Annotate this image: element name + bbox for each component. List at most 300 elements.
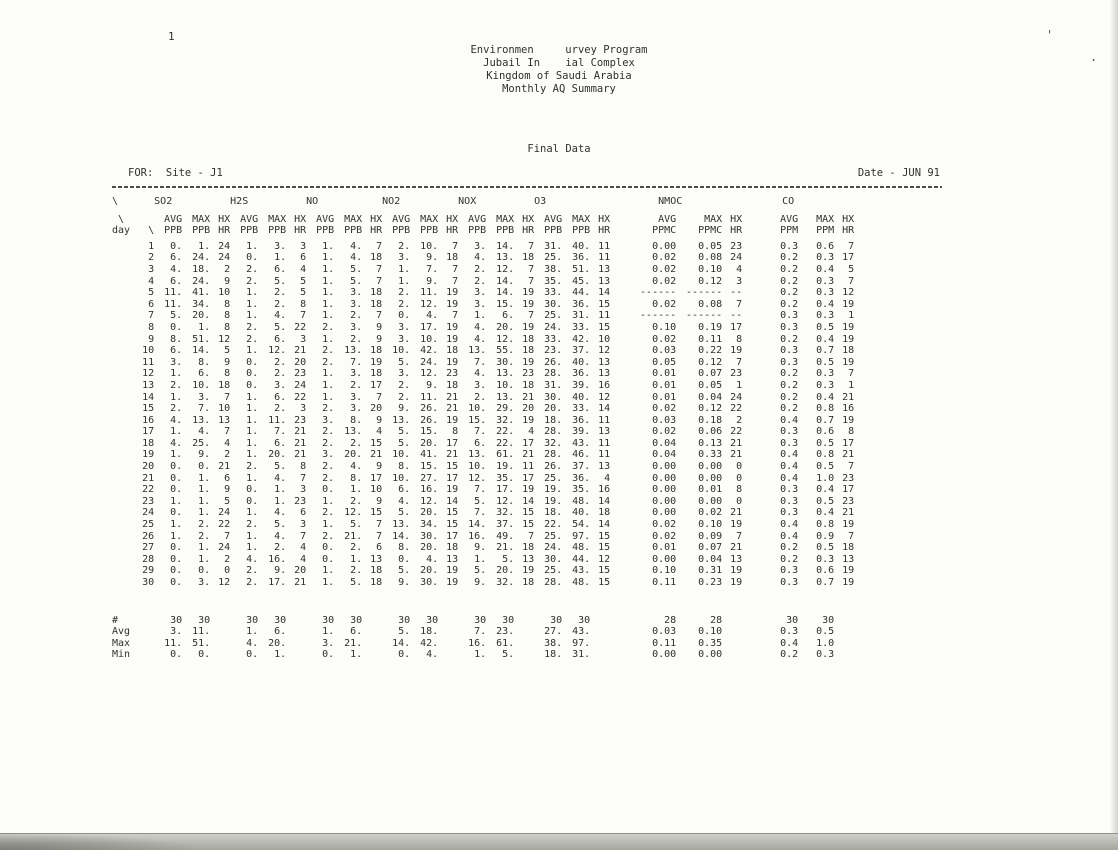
value-cell: 49.	[496, 530, 515, 542]
value-cell: 12.	[344, 507, 363, 519]
summary-value-cell: 5.	[502, 649, 515, 661]
value-cell: ------	[686, 310, 723, 322]
value-cell: 32.	[496, 414, 515, 426]
table-row	[112, 310, 854, 322]
value-cell: 12	[218, 333, 231, 345]
value-cell: 5.	[398, 565, 411, 577]
value-cell: 15.	[496, 298, 515, 310]
table-row	[112, 496, 854, 508]
table-row	[112, 334, 854, 346]
group-name-h2s: H2S	[230, 196, 249, 207]
table-row	[112, 554, 854, 566]
value-cell: 13.	[344, 345, 363, 357]
value-cell: 25.	[544, 252, 563, 264]
value-cell: 5.	[474, 495, 487, 507]
unit-header: PPB	[240, 225, 259, 237]
stat-header: HX	[730, 213, 743, 225]
value-cell: 0.00	[652, 461, 677, 473]
value-cell: 7	[848, 368, 855, 380]
value-cell: 10	[598, 333, 611, 345]
value-cell: 8	[848, 426, 855, 438]
value-cell: 0.05	[652, 356, 677, 368]
value-cell: 7	[452, 310, 459, 322]
value-cell: 7	[376, 530, 383, 542]
value-cell: 1.	[198, 321, 211, 333]
value-cell: 0.33	[698, 449, 723, 461]
stat-header: MAX	[344, 213, 363, 225]
table-row	[112, 438, 854, 450]
value-cell: 42.	[572, 333, 591, 345]
summary-value-cell: 18.	[420, 626, 439, 638]
value-cell: 23	[842, 495, 855, 507]
summary-value-cell	[722, 626, 742, 638]
value-cell: 17	[522, 437, 535, 449]
value-cell: 19	[446, 321, 459, 333]
value-cell: 27.	[420, 472, 439, 484]
summary-value-cell: 1.	[474, 649, 487, 661]
value-cell: 5.	[350, 577, 363, 588]
value-cell: 2.	[274, 403, 287, 415]
value-cell: 5.	[398, 426, 411, 438]
value-cell: 3.	[322, 449, 335, 461]
value-cell: 1.	[246, 391, 259, 403]
value-cell: 14	[598, 519, 611, 531]
summary-value-cell: 42.	[420, 637, 439, 649]
day-cell: 14	[142, 391, 155, 403]
value-cell: 7	[300, 310, 307, 322]
value-cell: 36.	[572, 368, 591, 380]
value-cell: 20.	[544, 403, 563, 415]
value-cell: 2.	[274, 298, 287, 310]
value-cell: 17	[446, 472, 459, 484]
value-cell: 0.5	[816, 321, 835, 333]
value-cell: 13	[842, 553, 855, 565]
summary-value-cell: 14.	[392, 637, 411, 649]
value-cell: 20.	[192, 310, 211, 322]
value-cell: 0.4	[816, 507, 835, 519]
country-line: Kingdom of Saudi Arabia	[486, 70, 632, 82]
value-cell: 18	[446, 379, 459, 391]
value-cell: 0.2	[780, 263, 799, 275]
value-cell: 9.	[398, 403, 411, 415]
summary-value-cell: 0.03	[652, 626, 677, 638]
value-cell: 1.	[170, 530, 183, 542]
value-cell: 9	[376, 461, 383, 473]
summary-value-cell: 16.	[468, 637, 487, 649]
value-cell: 8	[224, 368, 231, 380]
value-cell: 6.	[170, 252, 183, 264]
value-cell: 0.	[246, 356, 259, 368]
value-cell: 7	[376, 263, 383, 275]
value-cell: 0.02	[652, 403, 677, 415]
value-cell: 22	[730, 426, 743, 438]
value-cell: 24	[730, 391, 743, 403]
value-cell: 26.	[544, 461, 563, 473]
value-cell: 4	[376, 426, 383, 438]
header-row-group-names	[112, 196, 854, 214]
value-cell: 0	[736, 495, 743, 507]
value-cell: 1.	[274, 495, 287, 507]
value-cell: 9	[224, 356, 231, 368]
value-cell: ------	[686, 287, 723, 299]
value-cell: 9	[376, 321, 383, 333]
value-cell: 34.	[192, 298, 211, 310]
value-cell: 19	[842, 321, 855, 333]
value-cell: 0.5	[816, 461, 835, 473]
value-cell: 12.	[468, 472, 487, 484]
value-cell: 21	[730, 437, 743, 449]
value-cell: 13	[218, 414, 231, 426]
value-cell: 1	[848, 379, 855, 391]
value-cell: 7	[736, 530, 743, 542]
value-cell: 43.	[572, 565, 591, 577]
value-cell: 7	[848, 275, 855, 287]
value-cell: 4.	[246, 553, 259, 565]
value-cell: --	[730, 310, 743, 322]
value-cell: 11	[598, 252, 611, 264]
value-cell: 4.	[474, 321, 487, 333]
value-cell: 54.	[572, 519, 591, 531]
summary-value-cell: 97.	[572, 637, 591, 649]
value-cell: 1.	[322, 240, 335, 252]
value-cell: 0.5	[816, 542, 835, 554]
unit-header: PPM	[816, 225, 835, 237]
value-cell: 48.	[572, 542, 591, 554]
value-cell: 19	[446, 577, 459, 588]
value-cell: 31.	[572, 310, 591, 322]
value-cell: 0.5	[816, 356, 835, 368]
day-cell: 10	[142, 345, 155, 357]
value-cell: 21.	[344, 530, 363, 542]
value-cell: 1.	[322, 310, 335, 322]
value-cell: 1.	[274, 252, 287, 264]
value-cell: 19	[522, 287, 535, 299]
value-cell: 7.	[474, 484, 487, 496]
value-cell: 51.	[572, 263, 591, 275]
summary-value-cell: 6.	[274, 626, 287, 638]
value-cell: 3.	[198, 577, 211, 588]
value-cell: 15	[446, 519, 459, 531]
value-cell: 0.	[246, 368, 259, 380]
value-cell: 15	[598, 530, 611, 542]
unit-header: PPB	[344, 225, 363, 237]
value-cell: 24.	[192, 275, 211, 287]
value-cell: 1.	[170, 426, 183, 438]
day-cell: 3	[148, 263, 155, 275]
value-cell: 19	[446, 414, 459, 426]
value-cell: 9.	[474, 542, 487, 554]
value-cell: 40.	[572, 507, 591, 519]
value-cell: 9.	[426, 379, 439, 391]
value-cell: 0.2	[780, 542, 799, 554]
value-cell: 18.	[544, 507, 563, 519]
value-cell: 38.	[544, 263, 563, 275]
day-cell: 2	[148, 252, 155, 264]
value-cell: 0.	[198, 565, 211, 577]
summary-value-cell: 0.	[398, 649, 411, 661]
value-cell: 21	[294, 345, 307, 357]
value-cell: 19.	[544, 484, 563, 496]
value-cell: 7	[224, 426, 231, 438]
value-cell: 3.	[350, 287, 363, 299]
unit-header: PPMC	[652, 225, 677, 237]
value-cell: 13.	[468, 449, 487, 461]
value-cell: 0.2	[780, 275, 799, 287]
table-row	[112, 531, 854, 543]
stat-header: MAX	[420, 213, 439, 225]
value-cell: 1.	[322, 379, 335, 391]
page-number: 1	[168, 30, 175, 43]
value-cell: 17	[446, 437, 459, 449]
value-cell: 3.	[474, 240, 487, 252]
summary-value-cell: 4.	[426, 649, 439, 661]
value-cell: 1.	[246, 403, 259, 415]
value-cell: 4.	[474, 368, 487, 380]
value-cell: 5	[300, 287, 307, 299]
value-cell: 4.	[274, 310, 287, 322]
value-cell: 0.4	[780, 472, 799, 484]
value-cell: 19	[842, 333, 855, 345]
value-cell: 5.	[350, 275, 363, 287]
value-cell: 48.	[572, 577, 591, 588]
value-cell: 4.	[198, 426, 211, 438]
value-cell: 2.	[274, 368, 287, 380]
value-cell: 12	[842, 287, 855, 299]
value-cell: 2.	[322, 356, 335, 368]
value-cell: 21	[294, 426, 307, 438]
value-cell: 6.	[170, 275, 183, 287]
value-cell: 4.	[398, 495, 411, 507]
value-cell: 18	[370, 345, 383, 357]
value-cell: 15	[598, 577, 611, 588]
value-cell: 15	[598, 298, 611, 310]
table-row	[112, 357, 854, 369]
value-cell: 7.	[426, 263, 439, 275]
day-cell: 5	[148, 287, 155, 299]
value-cell: 26.	[420, 414, 439, 426]
value-cell: 0.00	[652, 553, 677, 565]
day-cell: 20	[142, 461, 155, 473]
value-cell: 30.	[496, 356, 515, 368]
value-cell: 7	[848, 530, 855, 542]
value-cell: 18	[522, 252, 535, 264]
value-cell: 9	[376, 333, 383, 345]
day-cell: 19	[142, 449, 155, 461]
value-cell: 4.	[274, 530, 287, 542]
value-cell: 45.	[572, 275, 591, 287]
value-cell: 3.	[474, 298, 487, 310]
day-col-label: day \	[112, 225, 155, 237]
value-cell: 13	[730, 553, 743, 565]
value-cell: 9.	[474, 577, 487, 588]
value-cell: 0.	[170, 472, 183, 484]
summary-value-cell: 43.	[572, 626, 591, 638]
value-cell: 23	[730, 240, 743, 252]
value-cell: 8	[224, 321, 231, 333]
value-cell: 10.	[420, 240, 439, 252]
scan-edge-bottom	[0, 833, 1118, 850]
value-cell: 0.2	[780, 379, 799, 391]
value-cell: 16.	[468, 530, 487, 542]
value-cell: 0.3	[780, 507, 799, 519]
value-cell: 0.10	[698, 263, 723, 275]
day-cell: 28	[142, 553, 155, 565]
table-row	[112, 415, 854, 427]
day-cell: 12	[142, 368, 155, 380]
value-cell: 35.	[496, 472, 515, 484]
value-cell: 7.	[198, 403, 211, 415]
report-title-block	[0, 44, 1118, 96]
value-cell: 24	[218, 252, 231, 264]
unit-header: PPB	[420, 225, 439, 237]
value-cell: 20	[522, 403, 535, 415]
value-cell: 1.	[246, 345, 259, 357]
value-cell: 2	[224, 449, 231, 461]
summary-value-cell	[286, 626, 306, 638]
value-cell: 46.	[572, 449, 591, 461]
value-cell: 22	[730, 403, 743, 415]
value-cell: 3.	[398, 321, 411, 333]
value-cell: 7	[224, 530, 231, 542]
value-cell: 20.	[496, 565, 515, 577]
value-cell: 1.	[198, 542, 211, 554]
value-cell: 2.	[350, 542, 363, 554]
value-cell: 7	[376, 519, 383, 531]
stat-header: HX	[370, 213, 383, 225]
day-cell: 29	[142, 565, 155, 577]
value-cell: 6	[300, 507, 307, 519]
summary-value-cell	[514, 626, 534, 638]
value-cell: 37.	[572, 461, 591, 473]
value-cell: 5.	[274, 461, 287, 473]
meta-row	[128, 167, 940, 179]
unit-header: PPB	[468, 225, 487, 237]
value-cell: 4.	[474, 333, 487, 345]
value-cell: 8	[452, 426, 459, 438]
value-cell: 6.	[502, 310, 515, 322]
value-cell: 2.	[322, 530, 335, 542]
value-cell: 7.	[474, 507, 487, 519]
value-cell: 0.23	[698, 577, 723, 588]
value-cell: 3.	[398, 333, 411, 345]
summary-value-cell	[210, 615, 230, 627]
value-cell: 2.	[246, 565, 259, 577]
value-cell: 0.12	[698, 275, 723, 287]
summary-label: #	[112, 614, 119, 626]
value-cell: 0.09	[698, 530, 723, 542]
value-cell: 0.31	[698, 565, 723, 577]
value-cell: 11.	[164, 287, 183, 299]
value-cell: 1.	[322, 275, 335, 287]
stat-header: AVG	[164, 213, 183, 225]
value-cell: 19	[370, 356, 383, 368]
scan-edge-right	[1110, 0, 1118, 850]
value-cell: 0.12	[698, 356, 723, 368]
value-cell: 0.	[246, 495, 259, 507]
value-cell: 7	[300, 530, 307, 542]
value-cell: 8.	[398, 542, 411, 554]
summary-value-cell: 7.	[474, 626, 487, 638]
value-cell: 0.00	[652, 495, 677, 507]
stat-header: HX	[294, 213, 307, 225]
value-cell: 13	[598, 461, 611, 473]
value-cell: 14.	[392, 530, 411, 542]
summary-value-cell: 30	[322, 614, 335, 626]
value-cell: 18	[522, 333, 535, 345]
summary-value-cell: 0.	[170, 649, 183, 661]
value-cell: 3.	[398, 368, 411, 380]
day-cell: 15	[142, 403, 155, 415]
value-cell: 22	[294, 321, 307, 333]
value-cell: 15	[446, 507, 459, 519]
summary-value-cell: 23.	[496, 626, 515, 638]
value-cell: 12.	[496, 333, 515, 345]
value-cell: 8	[736, 484, 743, 496]
summary-value-cell	[210, 638, 230, 650]
summary-value-cell	[438, 649, 458, 661]
summary-value-cell: 27.	[544, 626, 563, 638]
summary-value-cell: 3.	[170, 626, 183, 638]
value-cell: 19	[842, 356, 855, 368]
value-cell: 18	[218, 379, 231, 391]
value-cell: 18	[370, 565, 383, 577]
value-cell: 0.01	[652, 542, 677, 554]
value-cell: 0.02	[698, 507, 723, 519]
value-cell: 21	[446, 391, 459, 403]
day-cell: 24	[142, 507, 155, 519]
value-cell: 0.01	[652, 368, 677, 380]
value-cell: 12	[598, 345, 611, 357]
program-title: Environmen urvey Program	[470, 44, 648, 56]
value-cell: 8.	[198, 356, 211, 368]
summary-value-cell	[722, 615, 742, 627]
value-cell: 14.	[496, 240, 515, 252]
value-cell: 5	[300, 275, 307, 287]
stat-header: AVG	[316, 213, 335, 225]
value-cell: 14.	[192, 345, 211, 357]
summary-value-cell: 28	[710, 614, 723, 626]
value-cell: 40.	[572, 356, 591, 368]
summary-value-cell: 1.	[274, 649, 287, 661]
value-cell: 10.	[192, 379, 211, 391]
value-cell: 8	[224, 298, 231, 310]
summary-value-cell: 30	[474, 614, 487, 626]
value-cell: 0.02	[652, 426, 677, 438]
summary-value-cell: 30	[350, 614, 363, 626]
group-name-no2: NO2	[382, 196, 401, 207]
unit-header: PPB	[392, 225, 411, 237]
stat-header: HX	[446, 213, 459, 225]
value-cell: 21	[218, 461, 231, 473]
value-cell: 2.	[350, 495, 363, 507]
value-cell: 7	[736, 356, 743, 368]
value-cell: 13	[598, 426, 611, 438]
stat-header: MAX	[704, 213, 723, 225]
value-cell: 13	[598, 368, 611, 380]
value-cell: 0.2	[780, 333, 799, 345]
unit-header: PPB	[496, 225, 515, 237]
value-cell: 20.	[420, 542, 439, 554]
value-cell: 3.	[170, 356, 183, 368]
value-cell: 24	[218, 240, 231, 252]
value-cell: 2.	[322, 426, 335, 438]
value-cell: 24.	[544, 321, 563, 333]
summary-value-cell: 21.	[344, 637, 363, 649]
value-cell: 6.	[198, 368, 211, 380]
value-cell: 4.	[274, 507, 287, 519]
value-cell: 13	[446, 553, 459, 565]
table-row	[112, 449, 854, 461]
